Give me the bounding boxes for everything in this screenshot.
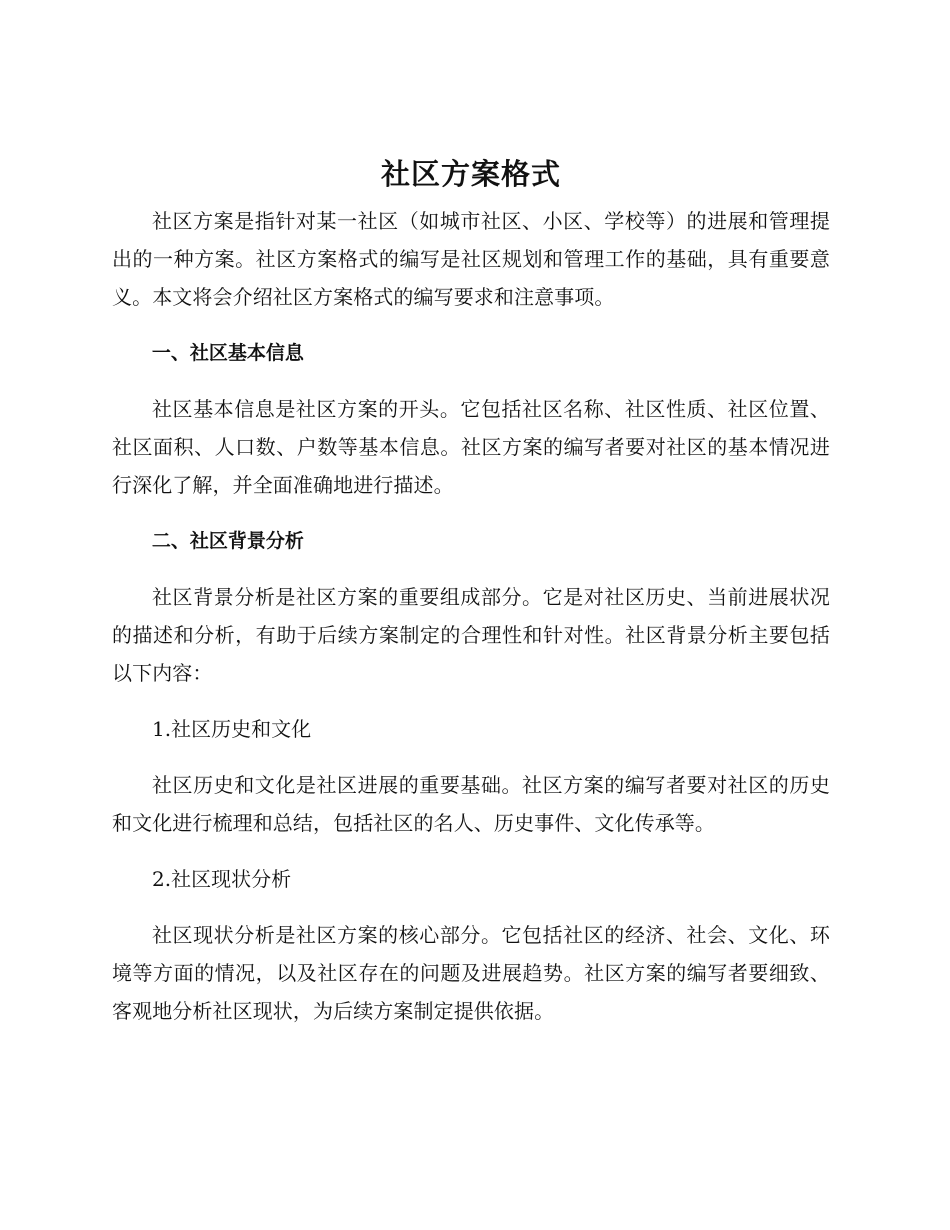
subsection-1-paragraph: 社区历史和文化是社区进展的重要基础。社区方案的编写者要对社区的历史和文化进行梳理和总结，包括社区的名人、历史事件、文化传承等。 bbox=[112, 773, 830, 835]
spacer bbox=[112, 504, 830, 522]
intro-paragraph: 社区方案是指针对某一社区（如城市社区、小区、学校等）的进展和管理提出的一种方案。社区方案格式的编写是社区规划和管理工作的基础，具有重要意义。本文将会介绍社区方案格式的编写要求和注意事项。 bbox=[112, 209, 830, 309]
section-1-paragraph: 社区基本信息是社区方案的开头。它包括社区名称、社区性质、社区位置、社区面积、人口数、户数等基本信息。社区方案的编写者要对社区的基本情况进行深化了解，并全面准确地进行描述。 bbox=[112, 397, 830, 497]
subsection-2-paragraph: 社区现状分析是社区方案的核心部分。它包括社区的经济、社会、文化、环境等方面的情况，以及社区存在的问题及进展趋势。社区方案的编写者要细致、客观地分析社区现状，为后续方案制定提供依据。 bbox=[112, 923, 830, 1023]
section-2-heading: 二、社区背景分析 bbox=[151, 530, 304, 552]
section-2-paragraph: 社区背景分析是社区方案的重要组成部分。它是对社区历史、当前进展状况的描述和分析，有助于后续方案制定的合理性和针对性。社区背景分析主要包括以下内容： bbox=[112, 585, 830, 685]
section-1-heading: 一、社区基本信息 bbox=[151, 342, 304, 364]
spacer bbox=[112, 748, 830, 766]
spacer bbox=[112, 842, 830, 860]
document-page bbox=[112, 148, 830, 1030]
subsection-2-heading: 2.社区现状分析 bbox=[152, 867, 292, 891]
spacer bbox=[112, 316, 830, 334]
spacer bbox=[112, 560, 830, 578]
spacer bbox=[112, 692, 830, 710]
spacer bbox=[112, 372, 830, 390]
subsection-1-heading: 1.社区历史和文化 bbox=[152, 717, 312, 741]
spacer bbox=[112, 898, 830, 916]
document-title: 社区方案格式 bbox=[380, 157, 561, 191]
